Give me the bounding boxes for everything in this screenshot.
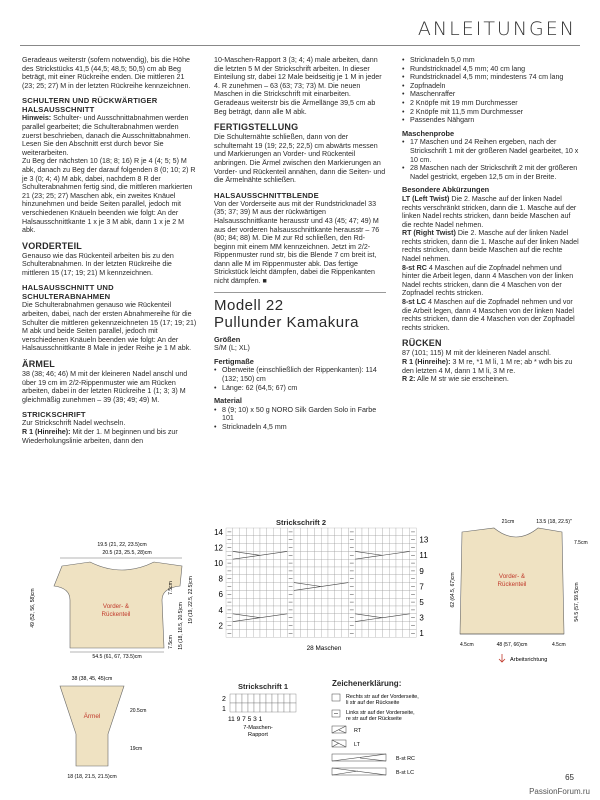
section-heading: STRICKSCHRIFT (22, 410, 86, 420)
section-heading: RÜCKEN (402, 338, 442, 349)
right-arrow-label: Arbeitsrichtung (510, 657, 548, 663)
column-2 (214, 56, 386, 432)
legend-item-2b: re str auf der Rückseite (346, 716, 402, 722)
sleeve-piece (60, 686, 124, 766)
paragraph: R 1 (Hinreihe): 3 M re, *1 M li, 1 M re; ab * wdh bis zu den letzten 4 M, dann 1 M li, 3 M re. (402, 358, 573, 375)
paragraph: Geradeaus weiterstr bis die Ärmellänge 39,5 cm ab Beg beträgt, dann alle M abk. (214, 98, 376, 116)
right-dim-b2: 48 (57, 66)cm (496, 642, 528, 648)
paragraph: 87 (101; 115) M mit der kleineren Nadel anschl. (402, 349, 551, 358)
legend-item-5: B-st RC (396, 756, 415, 762)
abbrev-lc: 8-st LC 4 Maschen auf die Zopfnadel nehmen und vor die Arbeit legen, dann 4 Maschen von der linken Nadel rechts stricken, dann die 4 Maschen von der Zopfnadel rechts stricken. (402, 298, 575, 332)
chart2-row-label: 12 (214, 543, 223, 553)
abbrev-heading: Besondere Abkürzungen (402, 185, 490, 195)
abbrev-rc: 8-st RC 4 Maschen auf die Zopfnadel nehmen und hinter die Arbeit legen, dann 4 Maschen von der linken Nadel rechts stricken, dann die 4 Maschen von der Zopfnadel rechts stricken. (402, 263, 574, 298)
sleeve-dim-top: 38 (38, 45, 45)cm (71, 676, 113, 682)
measurements-list (214, 366, 386, 392)
right-dim-b3: 4.5cm (552, 642, 566, 648)
chart1-caption-2: Rapport (248, 732, 268, 738)
dim-left: 49 (52, 56, 58)cm (30, 588, 36, 628)
measurements-heading: Fertigmaße (214, 356, 254, 366)
dim-top: 19.5 (21, 22, 23.5)cm (97, 542, 147, 548)
chart2-row-label: 9 (419, 566, 424, 576)
paragraph: 38 (38; 46; 46) M mit der kleineren Nadel anschl und über 19 cm im 2/2-Rippenmuster wie am Rücken arbeiten, dabei in der letzten Rückreihe 1 (1; 3; 3) M gleichmäßig zunehmen – 39 (39; 49; 49) M. (22, 370, 188, 404)
header-rule (20, 45, 580, 46)
chart2-caption: 28 Maschen (306, 645, 342, 652)
sleeve-label: Ärmel (83, 713, 101, 720)
chart2-row-label: 5 (419, 598, 424, 607)
list-item: • Zopfnadeln (402, 82, 580, 91)
section-heading: HALSAUSSCHNITTBLENDE (214, 190, 319, 200)
dim-r4: 7.5cm (168, 635, 174, 649)
legend-item-2a: Links str auf der Vorderseite, (346, 710, 415, 716)
list-item: • 8 (9; 10) x 50 g NORO Silk Garden Solo in Farbe 101 (214, 406, 386, 423)
right-dim-r2: 54.5 (57, 59.5)cm (574, 582, 580, 622)
dim-top2: 20.5 (23, 25.5, 28)cm (102, 550, 152, 556)
body-schematic (22, 538, 200, 786)
paragraph: Von der Vorderseite aus mit der Rundstricknadel 33 (35; 37; 39) M aus der rückwärtigen Halsausschnittkante herausstr und 43 (45; 47; 49) M aus der vorderen halsausschnittkante herausstr – 76 (80; 84; 88) M. Die M zur Rd schließen, den Rd-beginn mit einem MM kennzeichnen. Jetzt im 2/2-Rippenmuster rund str, bis die Blende 7 cm breit ist, dann alle M im Rippenmuster abk. Das fertige Strickstück leicht dämpfen, dabei die Rippenkanten nicht dämpfen. ■ (214, 199, 380, 286)
chart1-grid (218, 692, 310, 740)
legend (332, 680, 452, 692)
right-dim-b1: 4.5cm (460, 642, 474, 648)
legend-item-3: RT (354, 728, 362, 734)
paragraph: 10-Maschen-Rapport 3 (3; 4; 4) male arbeiten, dann die letzten 5 M der Strickschrift arbeiten. In dieser Einteilung str, dabei 12 Male beidseitig je 1 M in jeder 4. R zunehmen – 63 (63; 73; 73) M. Die neuen Maschen in die Strickschrift mit einarbeiten. (214, 56, 382, 99)
legend-symbols (330, 692, 460, 792)
chart2-row-label: 2 (218, 621, 223, 631)
chart2-row-label: 1 (419, 629, 424, 639)
chart1-row-label: 1 (222, 706, 226, 713)
chart2-grid (206, 526, 442, 654)
right-label-1: Vorder- & (498, 573, 526, 580)
paragraph: Genauso wie das Rückenteil arbeiten bis zu den Schulterabnahmen. In der letzten Rückreihe die mittleren 15 (17; 19; 21) M kennzeichnen. (22, 251, 174, 277)
material-list (214, 406, 386, 432)
body-label-2: Rückenteil (101, 611, 131, 618)
chart2-row-label: 10 (214, 559, 223, 568)
chart2-row-label: 7 (419, 582, 424, 592)
paragraph: Die Schulternähte schließen, dann von der schulternaht 19 (19; 22,5; 22,5) cm abwärts messen und Markierungen an Vorder- und Rückenteil anbringen. Die Ärmel zwischen den Markierungen an Vorder- und Rückenteil annähen, dann die Seiten- und die Ärmelnähte schließen. (214, 133, 386, 185)
chart2-row-label: 4 (218, 605, 223, 615)
chart1-caption-1: 7-Maschen- (243, 725, 273, 731)
right-dim-top2: 13.5 (18, 22.5)" (536, 519, 572, 525)
section-heading: HALSAUSSCHNITT UND SCHULTERABNAHMEN (22, 283, 114, 302)
sizes-heading: Größen (214, 334, 241, 344)
dim-r1: 7.5cm (168, 581, 174, 595)
legend-title: Zeichenerklärung: (332, 679, 402, 688)
paragraph: R 2: Alle M str wie sie erscheinen. (402, 375, 509, 384)
right-dim-left: 62 (64.5, 67)cm (450, 572, 456, 608)
column-1 (22, 56, 198, 445)
material-list-cont (402, 56, 580, 125)
list-item: • Länge: 62 (64,5; 67) cm (214, 384, 386, 393)
dim-bottom: 54.5 (61, 67, 73.5)cm (92, 654, 142, 660)
section-heading: SCHULTERN UND RÜCKWÄRTIGER HALSAUSSCHNITT (22, 96, 158, 115)
legend-item-1a: Rechts str auf der Vorderseite, (346, 694, 419, 700)
pattern-title: Pullunder Kamakura (214, 313, 359, 331)
list-item: • 28 Maschen nach der Strickschrift 2 mit der größeren Nadel gestrickt, ergeben 12,5 cm in der Breite. (402, 164, 580, 181)
sizes-value: S/M (L; XL) (214, 344, 250, 353)
list-item: • 2 Knöpfe mit 19 mm Durchmesser (402, 99, 580, 108)
gauge-heading: Maschenprobe (402, 128, 455, 138)
list-item: • Stricknadeln 5,0 mm (402, 56, 580, 65)
section-heading: FERTIGSTELLUNG (214, 122, 299, 133)
legend-item-1b: li str auf der Rückseite (346, 700, 400, 706)
watermark: PassionForum.ru (529, 787, 590, 796)
paragraph: Die Schulterabnahmen genauso wie Rückenteil arbeiten, dabei, nach der ersten Abnahmereihe für die Schulter die mittleren gekennzeichneten 15 (17; 19; 21) M abk und beide Seiten parallel, jedoch mit verschiedenen Knäueln beenden wie folgt: An der Halsausschnittkante 8 Male in jeder Reihe je 1 M abk. (22, 301, 197, 353)
dim-r2: 19 (19, 22.5, 22.5)cm (188, 576, 194, 624)
chart2-row-label: 8 (218, 574, 223, 584)
chart1-col-labels: 11 9 7 5 3 1 (228, 716, 263, 723)
column-3 (402, 56, 580, 384)
page-number: 65 (565, 773, 574, 782)
list-item: • Oberweite (einschließlich der Rippenkanten): 114 (132; 150) cm (214, 366, 386, 383)
gauge-list (402, 138, 580, 181)
chart1-row-label: 2 (222, 696, 226, 703)
arrow-icon (499, 654, 505, 662)
chart2-title: Strickschrift 2 (276, 518, 327, 527)
body-label-1: Vorder- & (102, 603, 130, 610)
legend-item-6: B-st LC (396, 770, 414, 776)
chart2-cells (226, 528, 416, 637)
sleeve-dim-r2: 19cm (130, 746, 143, 752)
chart2-row-label: 3 (419, 613, 424, 623)
list-item: • Passendes Nähgarn (402, 116, 580, 125)
right-dim-r1: 7.5cm (574, 540, 588, 546)
list-item: • 17 Maschen und 24 Reihen ergeben, nach der Strickschrift 1 mit der größeren Nadel gearbeitet, 10 x 10 cm. (402, 138, 580, 164)
list-item: • 2 Knöpfe mit 11,5 mm Durchmesser (402, 108, 580, 117)
list-item: • Maschenraffer (402, 90, 580, 99)
chart2-row-label: 14 (214, 527, 223, 537)
dim-r3: 15 (18, 18.5, 20.5)cm (178, 602, 184, 650)
divider (214, 292, 386, 293)
list-item: • Stricknadeln 4,5 mm (214, 423, 386, 432)
legend-item-4: LT (354, 742, 360, 748)
abbrev-lt: LT (Left Twist) Die 2. Masche auf der linken Nadel rechts verschränkt stricken, dann die 1. Masche auf der linken Nadel rechts stricken, dann beide Maschen auf die rechte Nadel nehmen. (402, 194, 577, 229)
sleeve-dim-bottom: 18 (18, 21.5, 21.5)cm (67, 774, 117, 780)
section-heading: ÄRMEL (22, 359, 55, 370)
paragraph: Zu Beg der nächsten 10 (18; 8; 16) R je 4 (4; 5; 5) M abk, danach zu Beg der darauf folgenden 8 (0; 10; 2) R je 3 (0; 4; 4) M abk, dabei, nachdem 8 R der Schulterabnahmen fertig sind, die mittleren markierten 21 (23; 25; 27) Maschen abk, ein zweites Knäuel hinzunehmen und beide Seiten parallel, jedoch mit verschiedenen Knäueln beenden wie folgt: An der Halsausschnittkante 1 x je 3 M abk, dann 1 x je 2 M abk. (22, 157, 196, 235)
paragraph: R 1 (Hinreihe): Mit der 1. M beginnen und bis zur Wiederholungslinie arbeiten, dann den (22, 428, 178, 445)
list-item: • Rundstricknadel 4,5 mm; 40 cm lang (402, 65, 580, 74)
chart1-title: Strickschrift 1 (238, 682, 289, 691)
back-schematic (450, 516, 590, 676)
material-heading: Material (214, 396, 242, 406)
right-dim-top1: 21cm (501, 519, 515, 525)
model-number: Modell 22 (214, 296, 284, 314)
paragraph: Zur Strickschrift Nadel wechseln. (22, 419, 126, 428)
chart2-row-label: 13 (419, 535, 429, 545)
sleeve-dim-r1: 20.5cm (130, 708, 147, 714)
paragraph: Geradeaus weiterstr (sofern notwendig), bis die Höhe des Strickstücks 41,5 (44,5; 48,5; 50,5) cm ab Beg beträgt, mit einer Rückreihe enden. Die mittleren 21 (23; 25; 27) M in der letzten Rückreihe kennzeichnen. (22, 56, 191, 90)
page-header-title: ANLEITUNGEN (417, 18, 576, 40)
right-label-2: Rückenteil (497, 581, 527, 588)
chart2-row-label: 11 (419, 551, 428, 561)
list-item: • Rundstricknadel 4,5 mm; mindestens 74 cm lang (402, 73, 580, 82)
paragraph: Hinweis: Schulter- und Ausschnittabnahmen werden parallel gearbeitet; die Schulterabnahmen werden zuerst beschrieben, danach die Ausschnittabnahmen. Lesen Sie den Abschnitt erst durch bevor Sie weiterarbeiten. (22, 114, 191, 157)
chart2-row-label: 6 (218, 590, 223, 600)
abbrev-rt: RT (Right Twist) Die 2. Masche auf der linken Nadel rechts stricken, dann die 1. Masche auf der linken Nadel rechts stricken, dann beide Maschen auf die rechte Nadel nehmen. (402, 229, 579, 264)
section-heading: VORDERTEIL (22, 240, 83, 251)
